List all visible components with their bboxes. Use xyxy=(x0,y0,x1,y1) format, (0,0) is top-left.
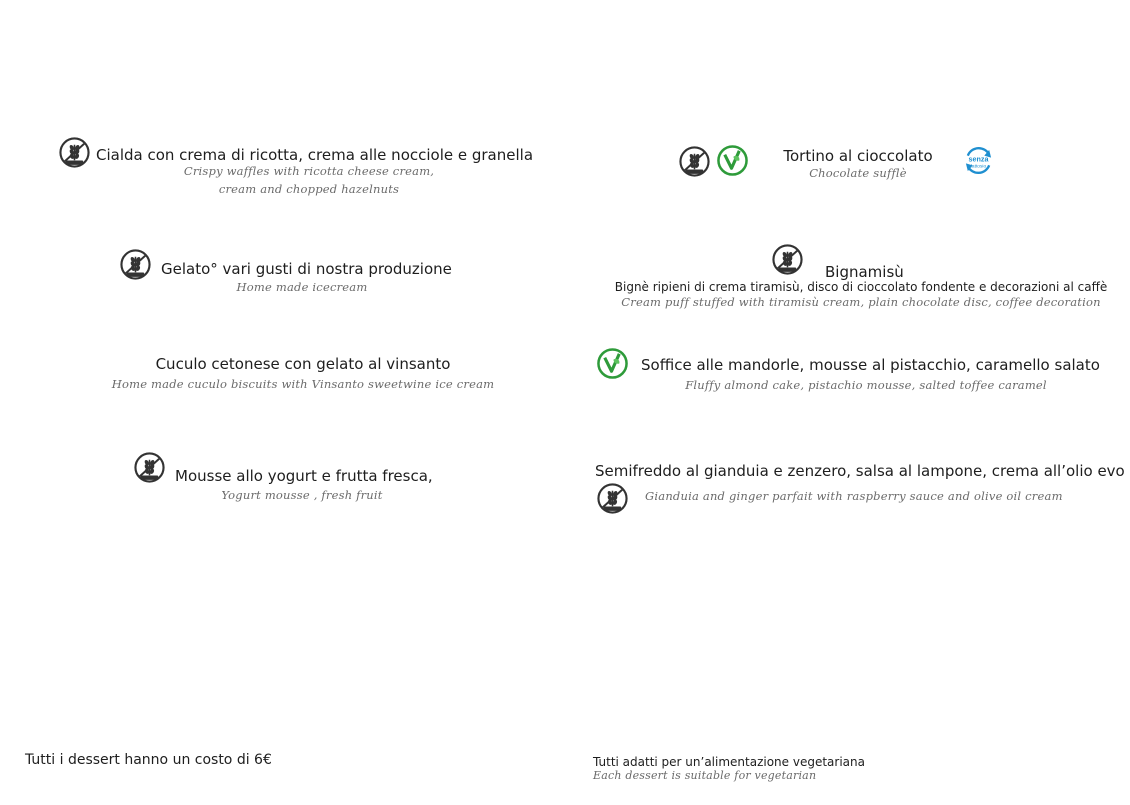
dessert-name: Semifreddo al gianduia e zenzero, salsa al lampone, crema all’olio evo xyxy=(595,462,1125,480)
svg-text:lattosio: lattosio xyxy=(970,164,987,170)
lactose-free-icon xyxy=(963,145,994,176)
gluten-free-icon xyxy=(120,249,151,280)
dessert-description: Yogurt mousse , fresh fruit xyxy=(221,488,383,502)
dessert-description: Home made cuculo biscuits with Vinsanto sweetwine ice cream xyxy=(111,377,495,391)
vegan-icon xyxy=(717,145,748,176)
gluten-free-icon xyxy=(134,452,165,483)
dessert-description: Fluffy almond cake, pistachio mousse, salted toffee caramel xyxy=(685,378,1047,392)
dessert-description: Cream puff stuffed with tiramisù cream, plain chocolate disc, coffee decoration xyxy=(621,295,1101,309)
dessert-name: Cuculo cetonese con gelato al vinsanto xyxy=(155,355,451,373)
dessert-description: Gianduia and ginger parfait with raspberry sauce and olive oil cream xyxy=(645,489,1063,503)
dessert-description: Home made icecream xyxy=(236,280,368,294)
dessert-name: Mousse allo yogurt e frutta fresca, xyxy=(175,467,433,485)
dessert-description: Crispy waffles with ricotta cheese cream, xyxy=(183,164,435,178)
price-note: Tutti i dessert hanno un costo di 6€ xyxy=(25,752,272,768)
dessert-name: Gelato° vari gusti di nostra produzione xyxy=(161,260,452,278)
dessert-detail: Bignè ripieni di crema tiramisù, disco di cioccolato fondente e decorazioni al caffè xyxy=(614,280,1108,294)
dessert-name: Cialda con crema di ricotta, crema alle nocciole e granella xyxy=(96,146,534,164)
vegan-icon xyxy=(597,348,628,379)
svg-text:senza: senza xyxy=(968,155,989,164)
dessert-name: Tortino al cioccolato xyxy=(783,147,933,165)
gluten-free-icon xyxy=(772,244,803,275)
vegetarian-note: Tutti adatti per un’alimentazione vegetariana xyxy=(593,755,865,769)
dessert-description: cream and chopped hazelnuts xyxy=(218,182,400,196)
gluten-free-icon xyxy=(59,137,90,168)
vegetarian-note-english: Each dessert is suitable for vegetarian xyxy=(593,769,817,782)
gluten-free-icon xyxy=(597,483,628,514)
dessert-description: Chocolate sufflè xyxy=(809,166,907,180)
gluten-free-icon xyxy=(679,146,710,177)
dessert-name: Soffice alle mandorle, mousse al pistacchio, caramello salato xyxy=(641,356,1100,374)
dessert-name: Bignamisù xyxy=(825,263,904,281)
